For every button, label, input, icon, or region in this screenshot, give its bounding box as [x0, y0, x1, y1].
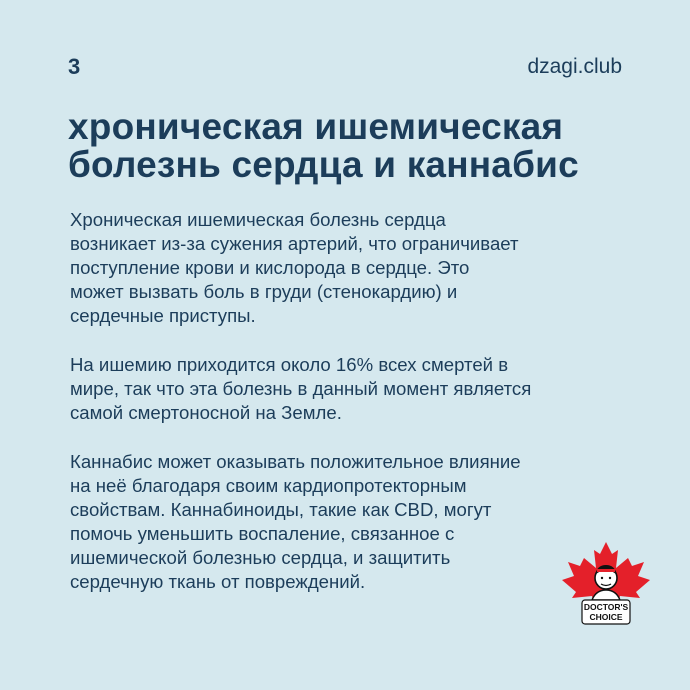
logo-text-line2: CHOICE — [589, 612, 623, 622]
text-line: на неё благодаря своим кардиопротекторным — [70, 475, 467, 496]
paragraph-3 — [70, 450, 610, 594]
title-line-2: болезнь сердца и каннабис — [68, 144, 579, 185]
text-line: На ишемию приходится около 16% всех смертей в — [70, 354, 509, 375]
article-body — [70, 208, 610, 619]
text-line: поступление крови и кислорода в сердце. Это — [70, 257, 470, 278]
logo-text-line1: DOCTOR'S — [583, 602, 629, 612]
text-line: Хроническая ишемическая болезнь сердца — [70, 209, 446, 230]
maple-leaf-doctor-logo-icon — [556, 540, 656, 630]
text-line: сердечную ткань от повреждений. — [70, 571, 366, 592]
text-line: Каннабис может оказывать положительное влияние — [70, 451, 521, 472]
text-line: сердечные приступы. — [70, 305, 256, 326]
page-title — [68, 108, 628, 184]
text-line: помочь уменьшить воспаление, связанное с — [70, 523, 455, 544]
text-line: ишемической болезнью сердца, и защитить — [70, 547, 451, 568]
text-line: возникает из-за сужения артерий, что ограничивает — [70, 233, 519, 254]
page-number: 3 — [68, 54, 81, 79]
site-name: dzagi.club — [527, 55, 622, 78]
paragraph-1 — [70, 208, 610, 328]
text-line: свойствам. Каннабиноиды, такие как CBD, могут — [70, 499, 492, 520]
doctor-cap-band — [597, 569, 615, 572]
title-line-1: хроническая ишемическая — [68, 106, 564, 147]
text-line: самой смертоносной на Земле. — [70, 402, 342, 423]
text-line: мире, так что эта болезнь в данный момент является — [70, 378, 532, 399]
paragraph-2 — [70, 353, 610, 425]
text-line: может вызвать боль в груди (стенокардию) и — [70, 281, 458, 302]
